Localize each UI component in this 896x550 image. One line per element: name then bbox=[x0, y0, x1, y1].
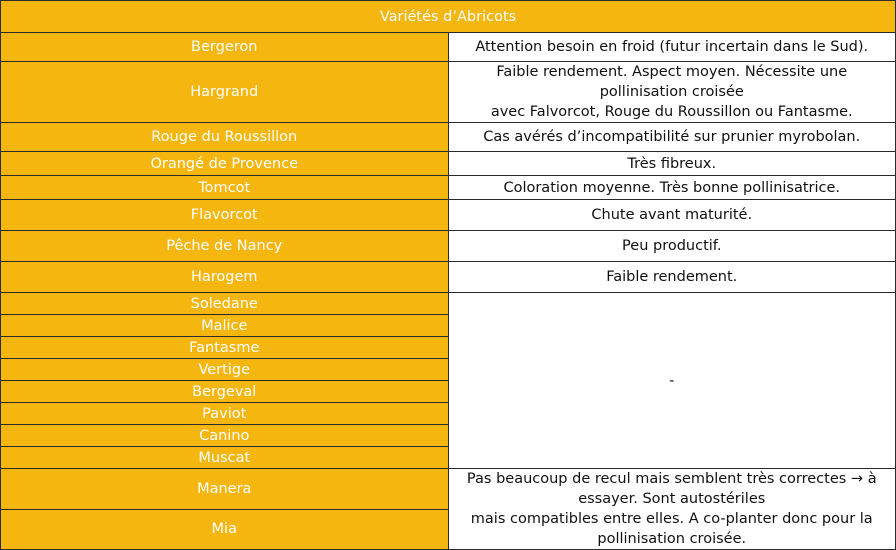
description-line: mais compatibles entre elles. A co-planter donc pour la pollinisation croisée. bbox=[470, 511, 873, 547]
table-row bbox=[1, 33, 896, 62]
variety-name: Paviot bbox=[1, 403, 449, 425]
variety-name: Rouge du Roussillon bbox=[1, 123, 449, 152]
variety-name: Canino bbox=[1, 425, 449, 447]
variety-name: Malice bbox=[1, 315, 449, 337]
table-header-row bbox=[1, 1, 896, 33]
variety-name: Pêche de Nancy bbox=[1, 231, 449, 262]
variety-description bbox=[448, 62, 896, 123]
variety-name: Manera bbox=[1, 469, 449, 510]
variety-description: Attention besoin en froid (futur incertain dans le Sud). bbox=[448, 33, 896, 62]
variety-name: Muscat bbox=[1, 447, 449, 469]
variety-name: Hargrand bbox=[1, 62, 449, 123]
variety-description: Coloration moyenne. Très bonne pollinisatrice. bbox=[448, 176, 896, 200]
table-row bbox=[1, 469, 896, 510]
variety-name: Vertige bbox=[1, 359, 449, 381]
table-row bbox=[1, 123, 896, 152]
variety-description: - bbox=[448, 293, 896, 469]
description-line: Pas beaucoup de recul mais semblent très correctes bbox=[466, 471, 847, 487]
variety-name: Orangé de Provence bbox=[1, 152, 449, 176]
table-row bbox=[1, 200, 896, 231]
variety-name: Mia bbox=[1, 509, 449, 550]
variety-name: Harogem bbox=[1, 262, 449, 293]
variety-name: Bergeval bbox=[1, 381, 449, 403]
right-arrow-icon: → bbox=[850, 471, 864, 487]
table-row bbox=[1, 176, 896, 200]
table-row bbox=[1, 152, 896, 176]
table-row bbox=[1, 262, 896, 293]
table-title: Variétés d’Abricots bbox=[1, 1, 896, 33]
variety-description: Faible rendement. bbox=[448, 262, 896, 293]
description-line: à essayer. Sont autostériles bbox=[578, 471, 877, 507]
variety-description bbox=[448, 469, 896, 550]
variety-description: Chute avant maturité. bbox=[448, 200, 896, 231]
table-row bbox=[1, 62, 896, 123]
variety-description: Peu productif. bbox=[448, 231, 896, 262]
variety-name: Fantasme bbox=[1, 337, 449, 359]
variety-description: Cas avérés d’incompatibilité sur prunier myrobolan. bbox=[448, 123, 896, 152]
table-row bbox=[1, 231, 896, 262]
variety-description: Très fibreux. bbox=[448, 152, 896, 176]
description-line: avec Falvorcot, Rouge du Roussillon ou Fantasme. bbox=[490, 104, 853, 120]
variety-name: Tomcot bbox=[1, 176, 449, 200]
variety-name: Bergeron bbox=[1, 33, 449, 62]
variety-name: Soledane bbox=[1, 293, 449, 315]
description-line: Faible rendement. Aspect moyen. Nécessite une pollinisation croisée bbox=[496, 64, 848, 100]
variety-name: Flavorcot bbox=[1, 200, 449, 231]
table-row bbox=[1, 293, 896, 315]
